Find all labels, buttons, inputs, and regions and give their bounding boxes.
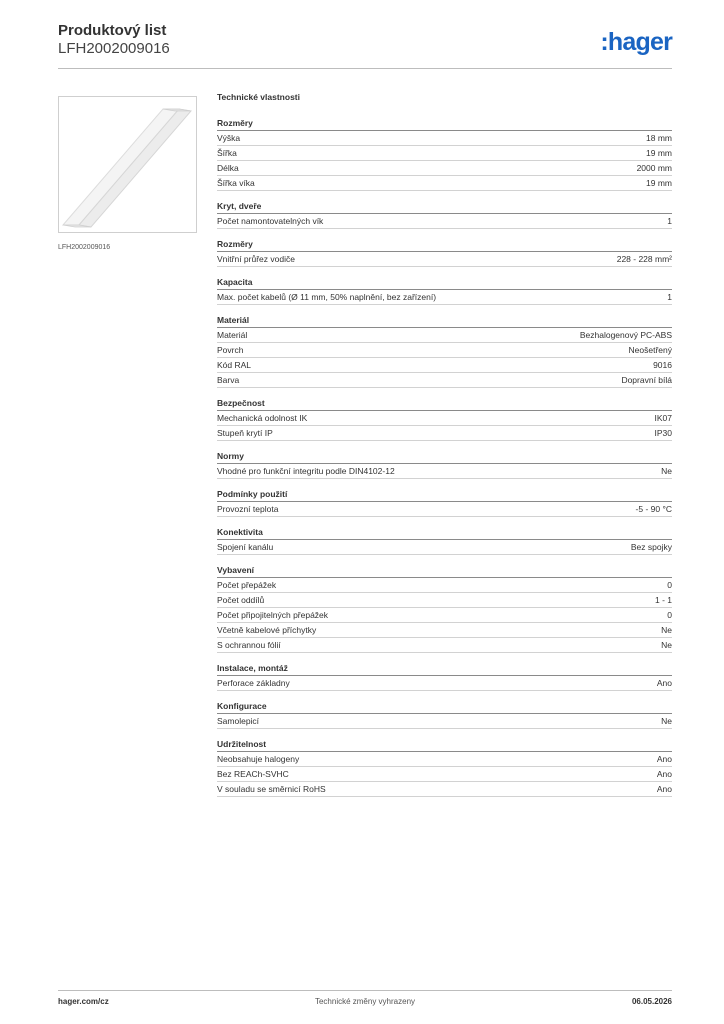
footer-divider xyxy=(58,990,672,991)
spec-row xyxy=(217,623,672,638)
page-footer xyxy=(58,997,672,1009)
spec-group-title: Udržitelnost xyxy=(217,739,672,752)
spec-row xyxy=(217,752,672,767)
spec-label: Samolepicí xyxy=(217,716,260,726)
spec-value: 0 xyxy=(667,610,672,620)
spec-label: V souladu se směrnicí RoHS xyxy=(217,784,326,794)
spec-label: Barva xyxy=(217,375,240,385)
spec-row xyxy=(217,608,672,623)
spec-group xyxy=(217,527,672,555)
image-caption: LFH2002009016 xyxy=(58,244,111,251)
spec-group-title: Kapacita xyxy=(217,277,672,290)
spec-group-title: Vybavení xyxy=(217,565,672,578)
spec-group-title: Konektivita xyxy=(217,527,672,540)
header-divider xyxy=(58,68,672,69)
spec-label: Stupeň krytí IP xyxy=(217,428,273,438)
spec-value: 1 xyxy=(667,292,672,302)
spec-groups xyxy=(217,118,672,797)
spec-row xyxy=(217,328,672,343)
spec-value: 19 mm xyxy=(646,178,672,188)
spec-group xyxy=(217,201,672,229)
hager-logo: :hager xyxy=(600,28,672,56)
spec-row xyxy=(217,252,672,267)
spec-label: Počet oddílů xyxy=(217,595,265,605)
spec-value: IK07 xyxy=(654,413,672,423)
spec-group xyxy=(217,489,672,517)
spec-group xyxy=(217,277,672,305)
spec-value: -5 - 90 °C xyxy=(635,504,672,514)
spec-label: Počet namontovatelných vík xyxy=(217,216,324,226)
spec-row xyxy=(217,782,672,797)
spec-label: Šířka víka xyxy=(217,178,255,188)
spec-value: 18 mm xyxy=(646,133,672,143)
spec-label: Max. počet kabelů (Ø 11 mm, 50% naplnění, bez zařízení) xyxy=(217,292,437,302)
spec-value: 2000 mm xyxy=(636,163,672,173)
spec-group-title: Konfigurace xyxy=(217,701,672,714)
spec-group-title: Materiál xyxy=(217,315,672,328)
spec-row xyxy=(217,767,672,782)
spec-row xyxy=(217,411,672,426)
spec-row xyxy=(217,176,672,191)
spec-value: Dopravní bílá xyxy=(621,375,672,385)
spec-row xyxy=(217,131,672,146)
technical-specs xyxy=(217,92,672,807)
spec-group-title: Rozměry xyxy=(217,239,672,252)
spec-group xyxy=(217,663,672,691)
spec-group-title: Instalace, montáž xyxy=(217,663,672,676)
spec-label: Mechanická odolnost IK xyxy=(217,413,308,423)
spec-row xyxy=(217,593,672,608)
spec-label: Počet připojitelných přepážek xyxy=(217,610,329,620)
spec-group xyxy=(217,315,672,388)
spec-group xyxy=(217,701,672,729)
spec-value: 19 mm xyxy=(646,148,672,158)
spec-group xyxy=(217,451,672,479)
spec-value: Ano xyxy=(656,678,672,688)
spec-value: Ne xyxy=(661,640,672,650)
spec-row xyxy=(217,161,672,176)
spec-value: 1 xyxy=(667,216,672,226)
spec-value: IP30 xyxy=(654,428,672,438)
spec-label: Kód RAL xyxy=(217,360,252,370)
spec-value: 0 xyxy=(667,580,672,590)
spec-label: Vhodné pro funkční integritu podle DIN4102-12 xyxy=(217,466,395,476)
specs-heading: Technické vlastnosti xyxy=(217,92,300,102)
spec-label: Provozní teplota xyxy=(217,504,279,514)
spec-label: Výška xyxy=(217,133,241,143)
spec-value: Bezhalogenový PC-ABS xyxy=(579,330,672,340)
spec-row xyxy=(217,290,672,305)
spec-value: 228 - 228 mm² xyxy=(616,254,672,264)
spec-row xyxy=(217,464,672,479)
spec-value: 9016 xyxy=(653,360,672,370)
spec-value: Ne xyxy=(661,716,672,726)
spec-label: S ochrannou fólií xyxy=(217,640,281,650)
cable-duct-illustration xyxy=(59,97,196,232)
spec-group xyxy=(217,118,672,191)
spec-row xyxy=(217,502,672,517)
spec-row xyxy=(217,676,672,691)
spec-value: Neošetřený xyxy=(628,345,672,355)
spec-group-title: Normy xyxy=(217,451,672,464)
spec-value: Ne xyxy=(661,625,672,635)
spec-label: Materiál xyxy=(217,330,248,340)
spec-label: Délka xyxy=(217,163,239,173)
spec-value: Ano xyxy=(656,769,672,779)
spec-value: 1 - 1 xyxy=(654,595,672,605)
spec-label: Spojení kanálu xyxy=(217,542,274,552)
spec-group xyxy=(217,739,672,797)
spec-group xyxy=(217,398,672,441)
spec-row xyxy=(217,578,672,593)
spec-value: Ano xyxy=(656,754,672,764)
spec-row xyxy=(217,343,672,358)
spec-group-title: Rozměry xyxy=(217,118,672,131)
spec-row xyxy=(217,373,672,388)
spec-row xyxy=(217,426,672,441)
spec-label: Šířka xyxy=(217,148,237,158)
spec-group-title: Kryt, dveře xyxy=(217,201,672,214)
product-code: LFH2002009016 xyxy=(58,40,170,57)
footer-website[interactable]: hager.com/cz xyxy=(58,997,109,1006)
spec-group-title: Podmínky použití xyxy=(217,489,672,502)
spec-row xyxy=(217,540,672,555)
spec-group xyxy=(217,565,672,653)
spec-label: Perforace základny xyxy=(217,678,290,688)
spec-row xyxy=(217,214,672,229)
spec-row xyxy=(217,638,672,653)
spec-row xyxy=(217,358,672,373)
spec-label: Vnitřní průřez vodiče xyxy=(217,254,295,264)
spec-row xyxy=(217,146,672,161)
product-image xyxy=(58,96,197,233)
spec-label: Neobsahuje halogeny xyxy=(217,754,300,764)
spec-row xyxy=(217,714,672,729)
spec-value: Bez spojky xyxy=(630,542,672,552)
spec-value: Ne xyxy=(661,466,672,476)
page-header xyxy=(58,22,672,70)
spec-label: Povrch xyxy=(217,345,244,355)
footer-date: 06.05.2026 xyxy=(631,997,672,1006)
page-title: Produktový list xyxy=(58,22,167,39)
spec-label: Včetně kabelové příchytky xyxy=(217,625,317,635)
spec-label: Bez REACh-SVHC xyxy=(217,769,289,779)
spec-group-title: Bezpečnost xyxy=(217,398,672,411)
spec-value: Ano xyxy=(656,784,672,794)
spec-label: Počet přepážek xyxy=(217,580,277,590)
footer-note: Technické změny vyhrazeny xyxy=(314,997,416,1006)
spec-group xyxy=(217,239,672,267)
